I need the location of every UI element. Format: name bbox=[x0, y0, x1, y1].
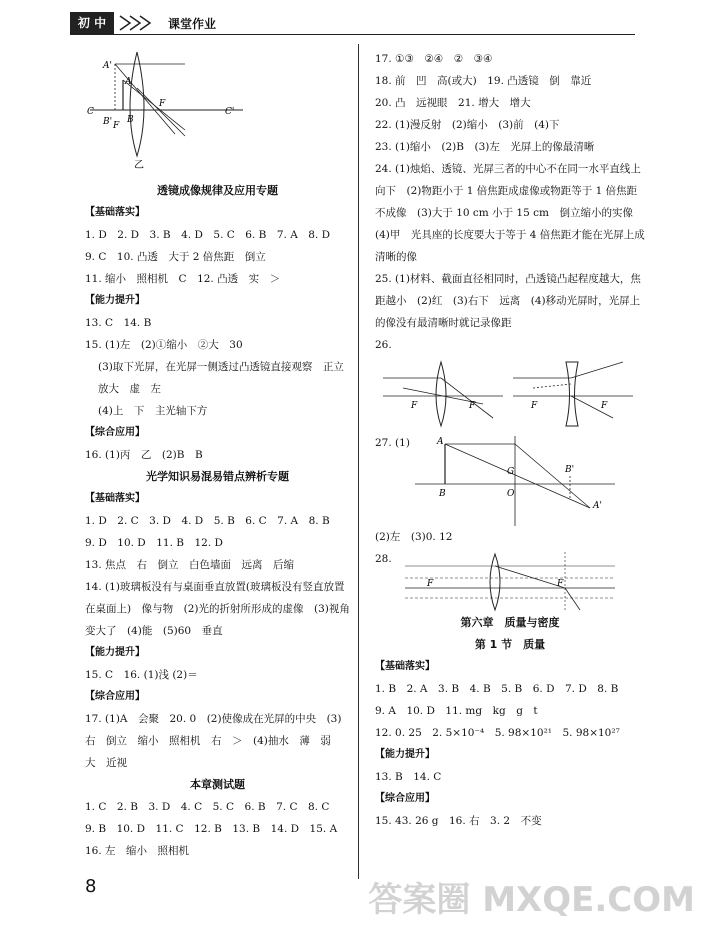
optics-diagram-27 bbox=[415, 436, 625, 526]
answer-line: 16. 左 缩小 照相机 bbox=[85, 845, 190, 857]
answer-line: 18. 前 凹 高(或大) 19. 凸透镜 倒 靠近 bbox=[375, 75, 592, 87]
answer-line: 17. (1)A 会聚 20. 0 (2)使像成在光屏的中央 (3)右 倒立 缩小 照相机 右 ＞ (4)抽水 薄 弱 大 近视 bbox=[85, 713, 342, 769]
subsection-label: 【能力提升】 bbox=[375, 749, 435, 760]
answer-line: 9. C 10. 凸透 大于 2 倍焦距 倒立 bbox=[85, 251, 266, 263]
header-tag: 初 中 bbox=[70, 12, 114, 34]
answer-line: (3)取下光屏，在光屏一侧透过凸透镜直接观察 正立 放大 虚 左 bbox=[98, 361, 355, 395]
subsection-label: 【基础落实】 bbox=[85, 207, 145, 218]
answer-line: 9. A 10. D 11. mg kg g t bbox=[375, 705, 538, 717]
answer-line: 1. D 2. D 3. B 4. D 5. C 6. B 7. A 8. D bbox=[85, 229, 331, 241]
subsection-label: 【能力提升】 bbox=[85, 647, 145, 658]
answer-line: 28. bbox=[375, 553, 392, 565]
label-f-right: F bbox=[159, 99, 166, 109]
label-c: C bbox=[87, 107, 94, 117]
section-title: 第 1 节 质量 bbox=[474, 638, 546, 651]
subsection-label: 【综合应用】 bbox=[375, 793, 435, 804]
fig27-b-prime: B' bbox=[565, 465, 575, 475]
lens-diagram-top bbox=[85, 48, 245, 172]
label-yi: 乙 bbox=[134, 160, 144, 171]
subsection-label: 【基础落实】 bbox=[85, 493, 145, 504]
page-number: 8 bbox=[85, 876, 97, 897]
answer-line: 20. 凸 远视眼 21. 增大 增大 bbox=[375, 97, 531, 109]
section-title: 本章测试题 bbox=[190, 778, 245, 791]
chapter-title: 第六章 质量与密度 bbox=[460, 616, 560, 629]
header-rule bbox=[70, 34, 635, 35]
answer-line: 14. (1)玻璃板没有与桌面垂直放置(玻璃板没有竖直放置在桌面上) 像与物 (2)光的折射所形成的虚像 (3)视角变大了 (4)能 (5)60 垂直 bbox=[85, 581, 350, 637]
lens-diagram-26 bbox=[383, 358, 633, 428]
answer-line: 1. C 2. B 3. D 4. C 5. C 6. B 7. C 8. C bbox=[85, 801, 330, 813]
fig26-f1: F bbox=[411, 401, 418, 411]
left-column bbox=[85, 180, 355, 862]
subsection-label: 【综合应用】 bbox=[85, 427, 145, 438]
answer-line: 15. (1)左 (2)①缩小 ②大 30 bbox=[85, 339, 243, 351]
answer-line: 22. (1)漫反射 (2)缩小 (3)前 (4)下 bbox=[375, 119, 560, 131]
answer-line: (2)左 (3)0. 12 bbox=[375, 531, 453, 543]
section-title: 光学知识易混易错点辨析专题 bbox=[146, 470, 289, 483]
right-column bbox=[375, 48, 652, 832]
answer-line: 17. ①③ ②④ ② ③④ bbox=[375, 53, 493, 65]
subsection-label: 【综合应用】 bbox=[85, 691, 145, 702]
answer-line: 15. C 16. (1)浅 (2)＝ bbox=[85, 669, 198, 681]
answer-line: 24. (1)烛焰、透镜、光屏三者的中心不在同一水平直线上 向下 (2)物距小于 1 倍焦距成虚像或物距等于 1 倍焦距不成像 (3)大于 10 cm 小于 15 cm 倒立缩小的实像 (4)甲 光具座的长度要大于等于 4 倍焦距才能在光屏上成清晰的像 bbox=[375, 163, 652, 263]
fig27-a: A bbox=[437, 437, 444, 447]
fig28-f1: F bbox=[427, 579, 434, 589]
answer-line: (4)上 下 主光轴下方 bbox=[98, 405, 208, 417]
answer-line: 9. B 10. D 11. C 12. B 13. B 14. D 15. A bbox=[85, 823, 338, 835]
lens-diagram-28 bbox=[405, 552, 615, 612]
fig27-o: O bbox=[507, 489, 515, 499]
fig28-f2: F bbox=[557, 579, 564, 589]
header-title: 课堂作业 bbox=[168, 17, 217, 31]
answer-line: 1. B 2. A 3. B 4. B 5. B 6. D 7. D 8. B bbox=[375, 683, 619, 695]
answer-line: 26. bbox=[375, 339, 392, 351]
answer-line: 13. 焦点 右 倒立 白色墙面 远离 后缩 bbox=[85, 559, 295, 571]
label-b: B bbox=[127, 115, 134, 125]
label-a: A bbox=[125, 77, 132, 87]
answer-line: 15. 43. 26 g 16. 右 3. 2 不变 bbox=[375, 815, 542, 827]
page-header bbox=[70, 12, 635, 34]
answer-line: 13. C 14. B bbox=[85, 317, 152, 329]
fig26-f2: F bbox=[469, 401, 476, 411]
label-a-prime: A' bbox=[103, 61, 112, 71]
answer-line: 9. D 10. D 11. B 12. D bbox=[85, 537, 223, 549]
answer-line: 16. (1)丙 乙 (2)B B bbox=[85, 449, 203, 461]
answer-line: 1. D 2. C 3. D 4. D 5. B 6. C 7. A 8. B bbox=[85, 515, 330, 527]
subsection-label: 【能力提升】 bbox=[85, 295, 145, 306]
label-f-left: F bbox=[113, 121, 120, 131]
answer-line: 11. 缩小 照相机 C 12. 凸透 实 ＞ bbox=[85, 273, 281, 285]
column-divider bbox=[358, 44, 359, 879]
answer-line: 12. 0. 25 2. 5×10⁻⁴ 5. 98×10²¹ 5. 98×10²⁷ bbox=[375, 727, 620, 739]
answer-line: 27. (1) bbox=[375, 437, 410, 449]
fig26-f3: F bbox=[531, 401, 538, 411]
answer-line: 25. (1)材料、截面直径相同时，凸透镜凸起程度越大，焦距越小 (2)红 (3)右下 远离 (4)移动光屏时，光屏上的像没有最清晰时就记录像距 bbox=[375, 273, 641, 329]
fig27-a-prime: A' bbox=[593, 501, 602, 511]
watermark: 答案圈 MXQE.COM bbox=[368, 880, 695, 920]
subsection-label: 【基础落实】 bbox=[375, 661, 435, 672]
answer-line: 23. (1)缩小 (2)B (3)左 光屏上的像最清晰 bbox=[375, 141, 595, 153]
fig26-f4: F bbox=[601, 401, 608, 411]
answer-line: 13. B 14. C bbox=[375, 771, 442, 783]
chevron-icon bbox=[116, 14, 162, 32]
label-c-prime: C' bbox=[225, 107, 235, 117]
label-b-prime: B' bbox=[103, 117, 113, 127]
fig27-g: G bbox=[507, 467, 515, 477]
section-title: 透镜成像规律及应用专题 bbox=[157, 184, 278, 197]
fig27-b: B bbox=[439, 489, 446, 499]
